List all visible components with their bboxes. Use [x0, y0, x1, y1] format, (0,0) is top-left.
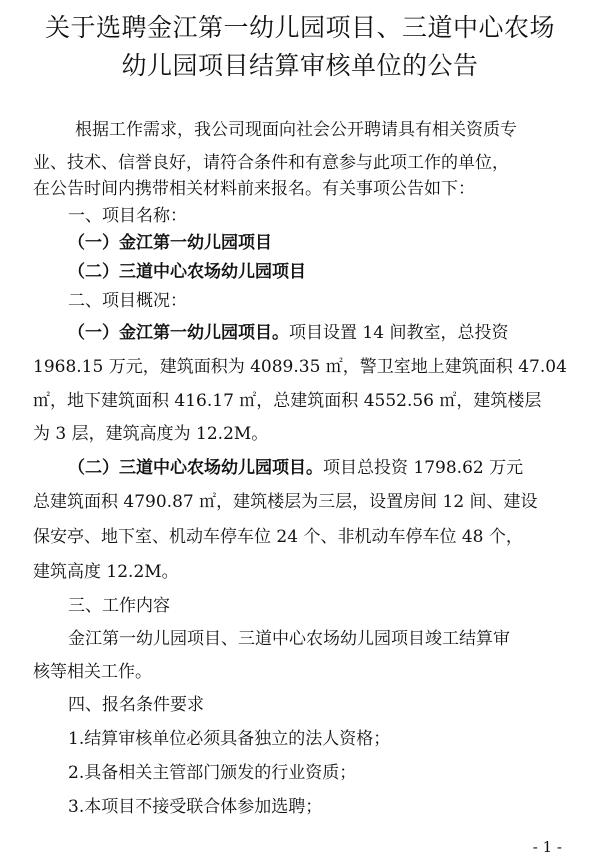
section-4-item-2: 2.具备相关主管部门颁发的行业资质； — [68, 763, 357, 783]
section-1-item-2: （二）三道中心农场幼儿园项目 — [68, 262, 306, 282]
intro-line-2: 业、技术、信誉良好，请符合条件和有意参与此项工作的单位， — [33, 153, 509, 173]
page-number: - 1 - — [532, 838, 562, 856]
project-2-line-1 — [68, 458, 523, 478]
title-line-1: 关于选聘金江第一幼儿园项目、三道中心农场 — [44, 13, 555, 42]
project-2-lead: （二）三道中心农场幼儿园项目。 — [68, 458, 323, 478]
project-1-line-3: ㎡，地下建筑面积 416.17 ㎡，总建筑面积 4552.56 ㎡，建筑楼层 — [33, 391, 542, 411]
project-1-line-4: 为 3 层，建筑高度为 12.2M。 — [33, 424, 269, 444]
project-1-line-1-rest: 项目设置 14 间教室，总投资 — [289, 323, 509, 343]
section-4-item-3: 3.本项目不接受联合体参加选聘； — [68, 797, 323, 817]
title-line-2: 幼儿园项目结算审核单位的公告 — [121, 51, 479, 80]
project-2-line-3: 保安亭、地下室、机动车停车位 24 个、非机动车停车位 48 个， — [33, 527, 523, 547]
intro-line-1: 根据工作需求，我公司现面向社会公开聘请具有相关资质专 — [75, 120, 517, 140]
project-2-line-2: 总建筑面积 4790.87 ㎡，建筑楼层为三层，设置房间 12 间、建设 — [33, 492, 538, 512]
project-1-line-2: 1968.15 万元，建筑面积为 4089.35 ㎡，警卫室地上建筑面积 47.04 — [33, 357, 567, 377]
section-2-heading: 二、项目概况： — [68, 291, 187, 311]
project-1-lead: （一）金江第一幼儿园项目。 — [68, 323, 289, 343]
section-3-line-2: 核等相关工作。 — [33, 662, 152, 682]
section-3-line-1: 金江第一幼儿园项目、三道中心农场幼儿园项目竣工结算审 — [68, 629, 510, 649]
section-4-heading: 四、报名条件要求 — [68, 695, 204, 715]
section-1-heading: 一、项目名称： — [68, 206, 187, 226]
section-1-item-1: （一）金江第一幼儿园项目 — [68, 233, 272, 253]
project-2-line-1-rest: 项目总投资 1798.62 万元 — [323, 458, 524, 478]
project-2-line-4: 建筑高度 12.2M。 — [33, 562, 179, 582]
section-4-item-1: 1.结算审核单位必须具备独立的法人资格； — [68, 729, 391, 749]
section-3-heading: 三、工作内容 — [68, 596, 170, 616]
intro-line-3: 在公告时间内携带相关材料前来报名。有关事项公告如下： — [33, 179, 475, 199]
project-1-line-1 — [68, 323, 508, 343]
